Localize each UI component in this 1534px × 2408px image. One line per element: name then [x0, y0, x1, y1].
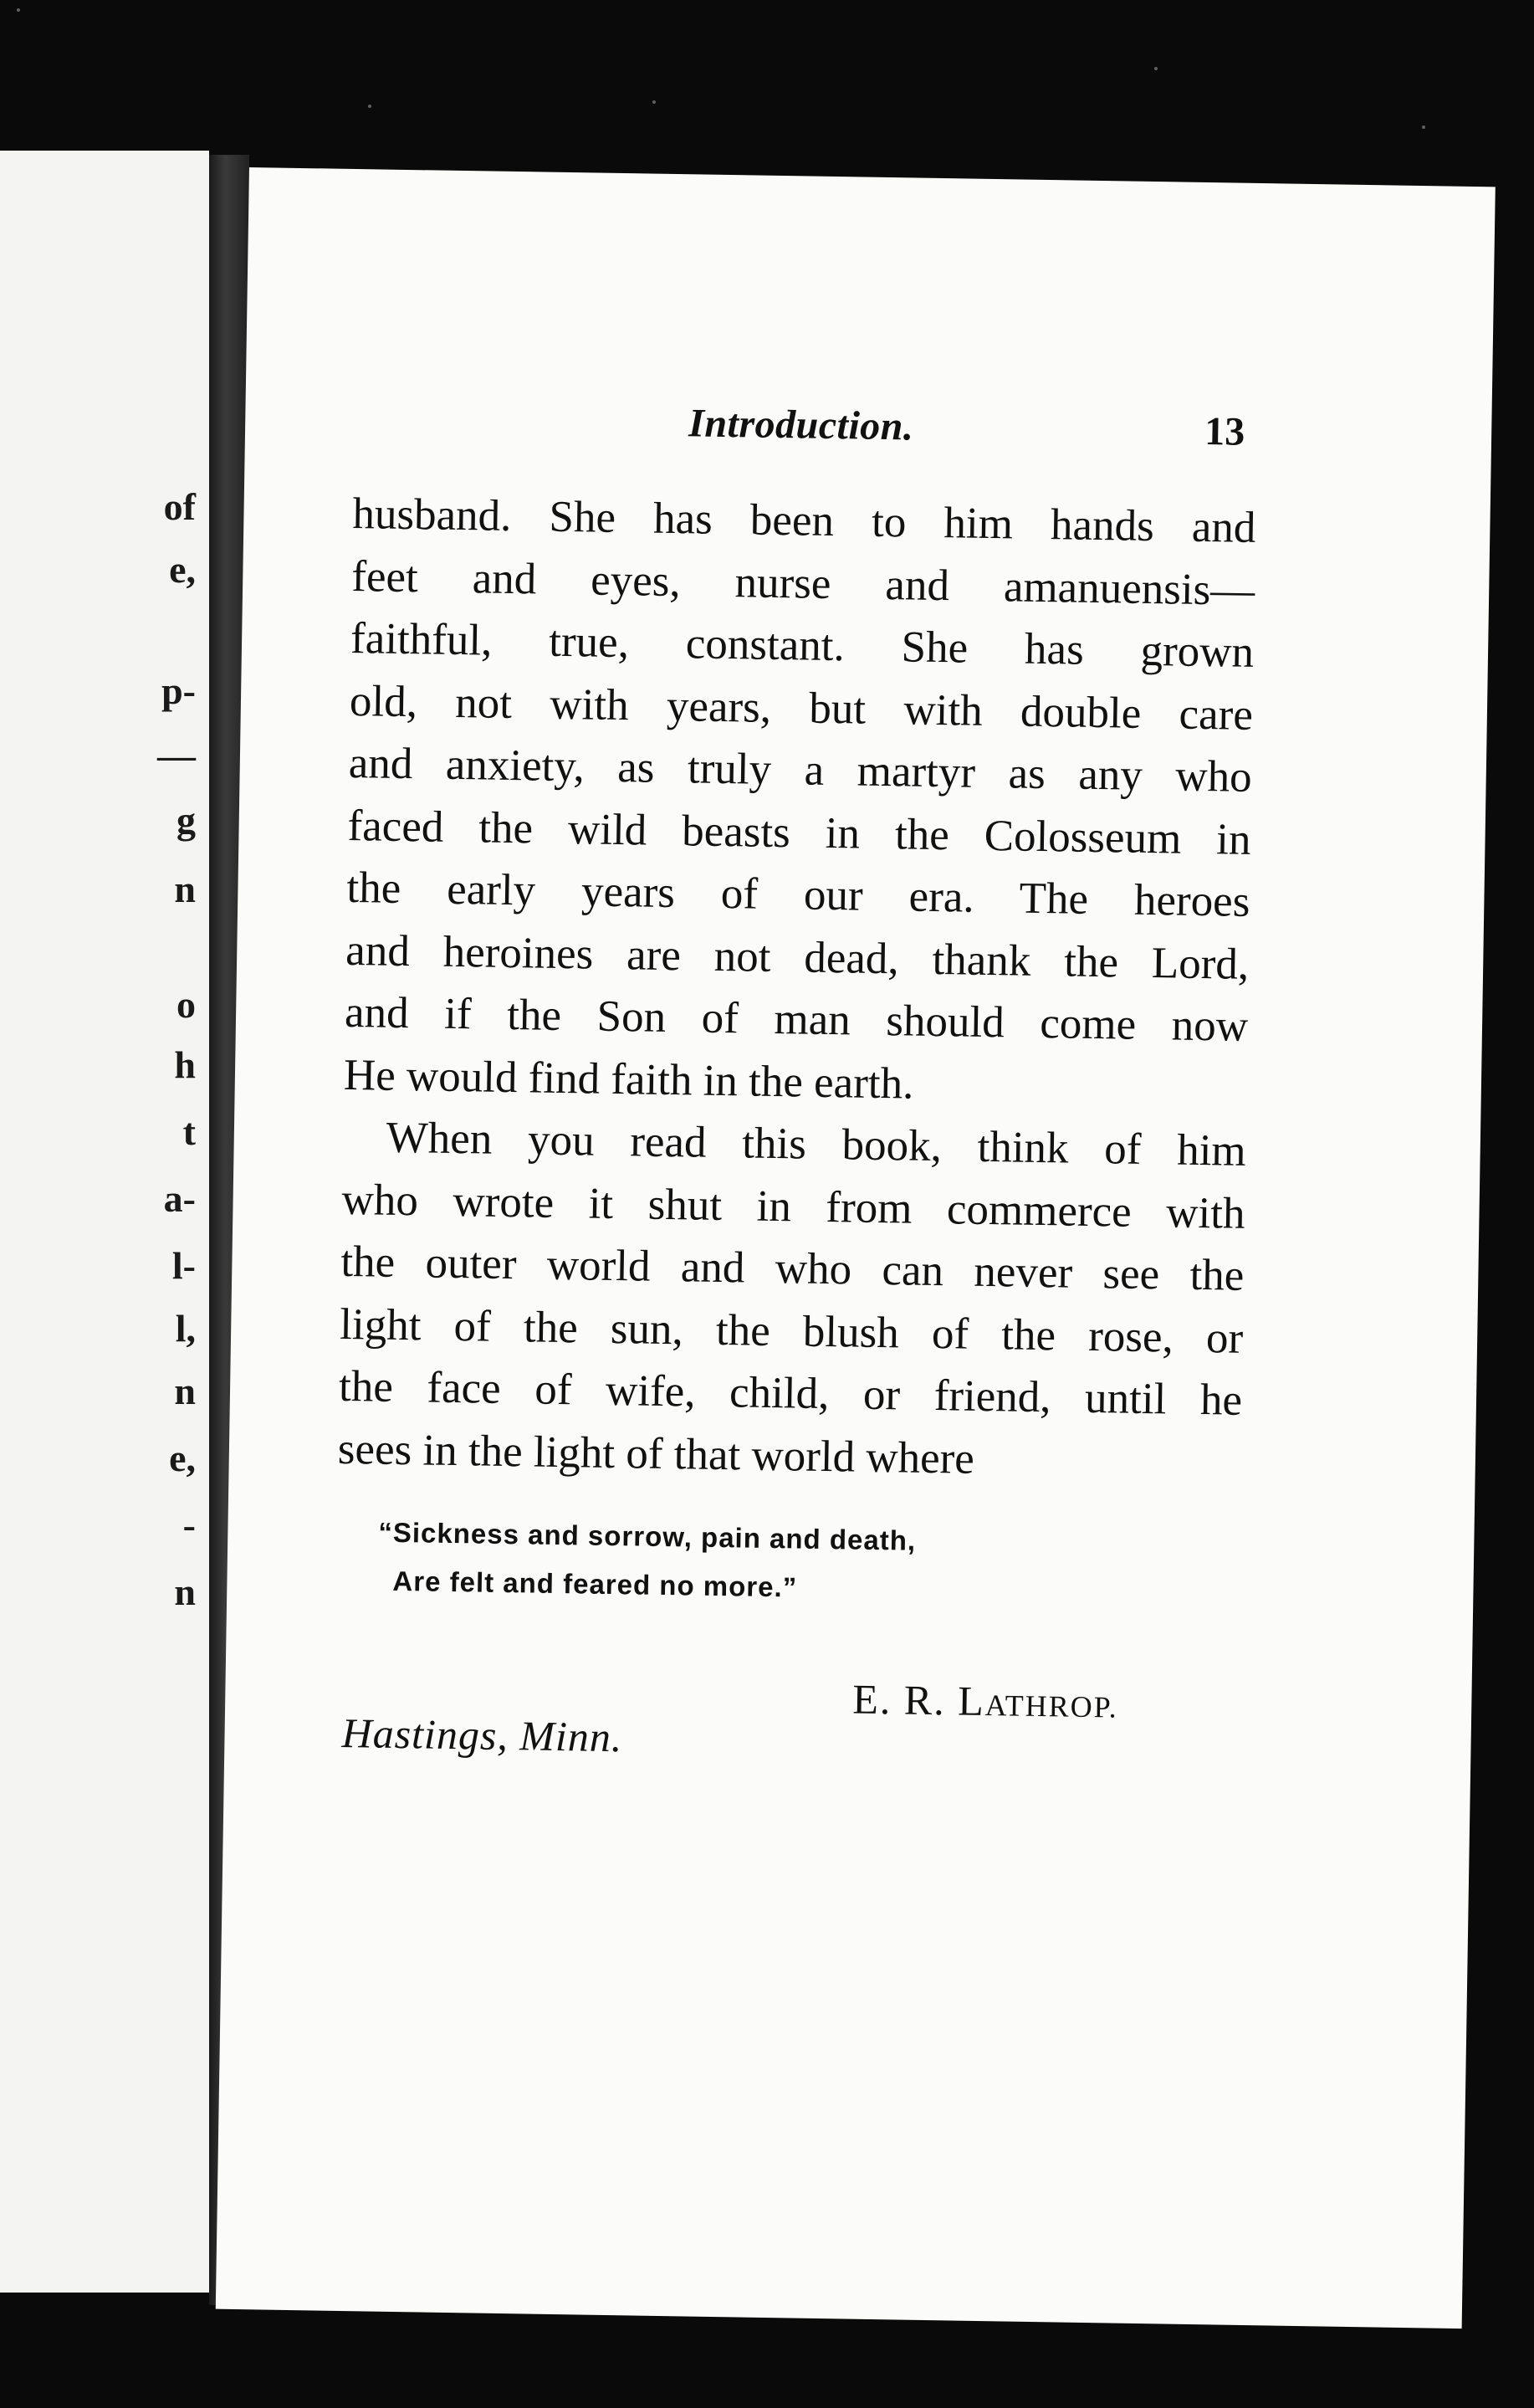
left-page-fragment: t: [182, 1110, 196, 1153]
left-page-fragment: l,: [175, 1307, 196, 1350]
text-line: old, not with years, but with double care: [349, 676, 1254, 740]
text-line: feet and eyes, nurse and amanuensis—: [350, 551, 1255, 615]
backdrop-speck: [17, 8, 20, 12]
left-page-fragment: n: [174, 1370, 196, 1412]
left-page-fragment: -: [182, 1504, 196, 1546]
text-line: faithful, true, constant. She has grown: [350, 613, 1255, 677]
left-page-fragment: e,: [169, 548, 196, 591]
page-number: 13: [1204, 408, 1245, 454]
left-page-fragment: of: [163, 485, 196, 528]
text-line: the outer world and who can never see the: [340, 1237, 1245, 1300]
text-line: the face of wife, child, or friend, until he: [338, 1361, 1243, 1425]
left-page-fragment: p-: [161, 669, 196, 712]
text-line: husband. She has been to him hands and: [352, 489, 1256, 552]
signature-surname: ATHROP.: [984, 1688, 1119, 1724]
text-line: who wrote it shut in from commerce with: [341, 1175, 1245, 1238]
verse-quote: [377, 1509, 917, 1614]
left-page: [0, 151, 209, 2293]
backdrop-speck: [1154, 67, 1158, 70]
backdrop-speck: [1422, 126, 1425, 129]
backdrop-speck: [368, 105, 371, 108]
left-page-fragment: o: [176, 983, 196, 1026]
backdrop-speck: [652, 100, 656, 104]
left-page-fragment: n: [174, 868, 196, 910]
paragraph-2: [337, 1106, 1246, 1494]
left-page-fragment: g: [176, 799, 196, 842]
text-line: light of the sun, the blush of the rose, or: [339, 1299, 1244, 1363]
text-line: sees in the light of that world where: [337, 1424, 975, 1483]
place-line: Hastings, Minn.: [341, 1709, 623, 1761]
text-line: When you read this book, think of him: [386, 1113, 1247, 1176]
left-page-fragment: —: [157, 734, 196, 776]
text-line: and if the Son of man should come now: [344, 987, 1249, 1051]
author-signature: [852, 1675, 1118, 1728]
paragraph-1: [343, 483, 1256, 1120]
left-page-fragment: l-: [171, 1244, 196, 1287]
text-line: and heroines are not dead, thank the Lord,: [345, 925, 1250, 989]
running-head-title: Introduction.: [688, 401, 914, 449]
left-page-fragment: h: [174, 1043, 196, 1086]
left-page-fragment: n: [174, 1570, 196, 1613]
left-page-fragment: a-: [163, 1177, 196, 1220]
signature-initials: E. R. L: [851, 1675, 986, 1725]
body-text: [337, 483, 1256, 1494]
text-line: faced the wild beasts in the Colosseum in: [347, 801, 1251, 864]
left-page-fragment: e,: [169, 1437, 196, 1479]
quote-line: Are felt and feared no more.”: [392, 1565, 798, 1603]
running-head: [245, 393, 1250, 468]
book-page: [216, 167, 1496, 2329]
quote-line: “Sickness and sorrow, pain and death,: [378, 1516, 917, 1556]
text-line: the early years of our era. The heroes: [346, 863, 1250, 926]
text-line: and anxiety, as truly a martyr as any who: [348, 738, 1253, 802]
text-line: He would find faith in the earth.: [343, 1050, 914, 1109]
